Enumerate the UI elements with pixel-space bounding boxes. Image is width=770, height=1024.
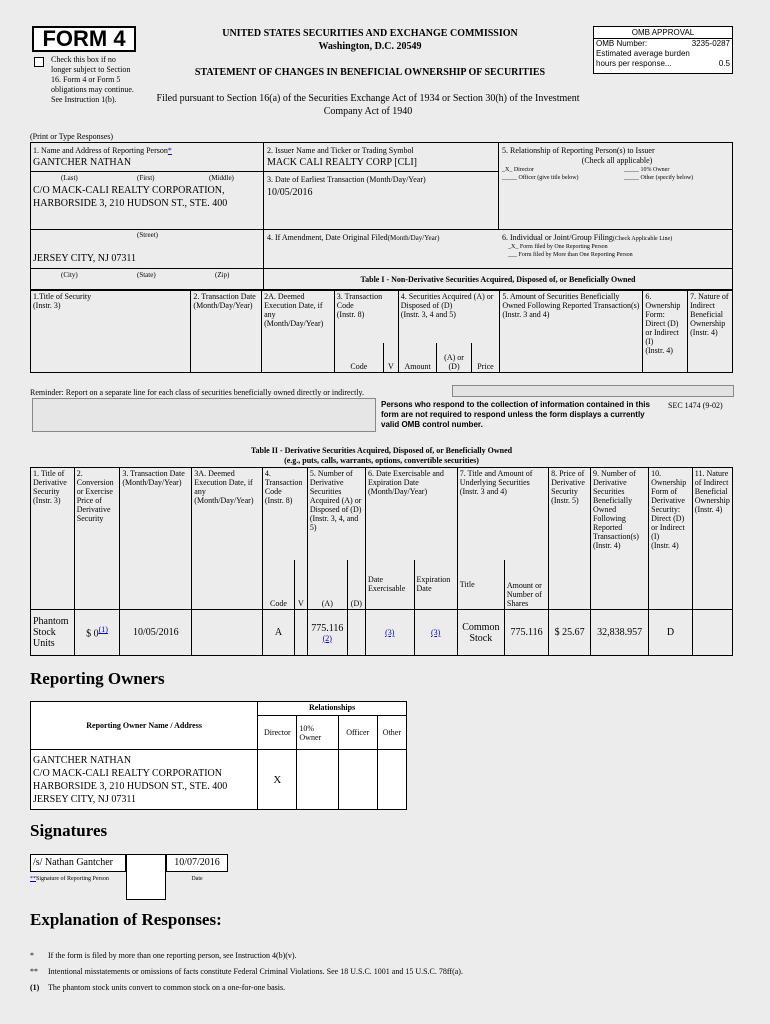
table2-title: Table II - Derivative Securities Acquired, Disposed of, or Beneficially Owned bbox=[250, 446, 513, 455]
t2-underlying-title: Common Stock bbox=[457, 610, 504, 656]
t1-h2a: 2A. Deemed Execution Date, if any (Month/Day/Year) bbox=[262, 291, 335, 373]
t2-owned: 32,838.957 bbox=[590, 610, 648, 656]
sig-footnote-link[interactable]: ** bbox=[30, 876, 36, 882]
t2-h2: 2. Conversion or Exercise Price of Derivative Security bbox=[74, 468, 120, 610]
relationships-header: Relationships bbox=[258, 702, 407, 716]
list-item bbox=[30, 980, 463, 996]
other-option[interactable]: _____ Other (specify below) bbox=[624, 175, 694, 181]
t1-amount: Amount bbox=[398, 343, 437, 373]
zip-label: (Zip) bbox=[215, 271, 230, 279]
t2-form: D bbox=[649, 610, 693, 656]
box2-label: 2. Issuer Name and Ticker or Trading Symbol bbox=[267, 146, 414, 155]
t2-date: 10/05/2016 bbox=[120, 610, 192, 656]
signer-box bbox=[30, 854, 126, 872]
owner-name-address: GANTCHER NATHAN C/O MACK-CALI REALTY CORPORATION HARBORSIDE 3, 210 HUDSON ST., STE. 400 JERSEY CITY, NJ 07311 bbox=[31, 750, 258, 810]
sig-label-text: Signature of Reporting Person bbox=[36, 876, 109, 882]
relationship-options bbox=[502, 166, 693, 182]
notice-blank-box bbox=[32, 398, 376, 432]
t2-nature bbox=[692, 610, 732, 656]
reporting-boxes bbox=[30, 142, 733, 290]
t1-h4: 4. Securities Acquired (A) or Disposed of (D) (Instr. 3, 4 and 5) bbox=[398, 291, 500, 343]
explanation-list bbox=[30, 948, 463, 996]
t2-h3: 3. Transaction Date (Month/Day/Year) bbox=[120, 468, 192, 610]
box4-label-small: (Month/Day/Year) bbox=[387, 234, 440, 242]
reporting-owners-table bbox=[30, 701, 407, 810]
t2-acquired-cell bbox=[307, 610, 347, 656]
box4-label bbox=[267, 233, 439, 242]
table2-subtitle: (e.g., puts, calls, warrants, options, convertible securities) bbox=[284, 456, 479, 465]
earliest-transaction-date: 10/05/2016 bbox=[267, 187, 313, 198]
t2-h10: 10. Ownership Form of Derivative Security: Direct (D) or Indirect (I) (Instr. 4) bbox=[649, 468, 693, 610]
officer-option[interactable]: _____ Officer (give title below) bbox=[502, 175, 579, 181]
list-item bbox=[30, 964, 463, 980]
t1-code: Code bbox=[334, 343, 383, 373]
sig-label bbox=[30, 876, 109, 882]
t2-h11: 11. Nature of Indirect Beneficial Ownership (Instr. 4) bbox=[692, 468, 732, 610]
print-type-note: (Print or Type Responses) bbox=[30, 132, 114, 141]
omb-hours-label: hours per response... bbox=[596, 59, 672, 68]
t2-deemed-date bbox=[192, 610, 263, 656]
director-option[interactable]: _X_ Director bbox=[502, 167, 534, 173]
box4-label-text: 4. If Amendment, Date Original Filed bbox=[267, 233, 388, 242]
agency-city: Washington, D.C. 20549 bbox=[318, 41, 422, 52]
one-person-option[interactable]: _X_ Form filed by One Reporting Person bbox=[508, 244, 608, 250]
t1-v: V bbox=[383, 343, 398, 373]
signer-name: /s/ Nathan Gantcher bbox=[33, 857, 113, 868]
t2-h9: 9. Number of Derivative Securities Beneficially Owned Following Reported Transaction(s) (Instr. 4) bbox=[590, 468, 648, 610]
form-title-box bbox=[32, 26, 136, 52]
explanation-heading: Explanation of Responses: bbox=[30, 910, 222, 929]
officer-header: Officer bbox=[338, 716, 377, 750]
t2-d: (D) bbox=[347, 560, 365, 610]
box1-footnote-link[interactable]: * bbox=[167, 146, 172, 155]
omb-number: 3235-0287 bbox=[691, 39, 730, 48]
omb-title: OMB APPROVAL bbox=[594, 27, 732, 39]
box1-label bbox=[33, 146, 172, 155]
expl-mark-0: * bbox=[30, 951, 34, 960]
signature-date-box bbox=[166, 854, 228, 872]
owner-director-mark: X bbox=[258, 750, 297, 810]
t2-h8: 8. Price of Derivative Security (Instr. 5) bbox=[549, 468, 591, 610]
t2-security: Phantom Stock Units bbox=[31, 610, 75, 656]
footnote-2-link[interactable]: (2) bbox=[322, 633, 332, 643]
t2-a: (A) bbox=[307, 560, 347, 610]
owner-name-header: Reporting Owner Name / Address bbox=[31, 702, 258, 750]
t2-v: V bbox=[295, 560, 308, 610]
reporting-person-address: C/O MACK-CALI REALTY CORPORATION, HARBORSIDE 3, 210 HUDSON ST., STE. 400 bbox=[33, 185, 228, 209]
box3-label: 3. Date of Earliest Transaction (Month/Day/Year) bbox=[267, 175, 426, 184]
expl-text-1: Intentional misstatements or omissions of facts constitute Federal Criminal Violations. See 18 U.S.C. 1001 and 15 U.S.C. 78ff(a). bbox=[48, 967, 463, 976]
table-row bbox=[31, 750, 407, 810]
sec-code: SEC 1474 (9-02) bbox=[668, 401, 723, 410]
reminder-note: Reminder: Report on a separate line for each class of securities beneficially owned directly or indirectly. bbox=[30, 388, 365, 397]
t2-disposed bbox=[347, 610, 365, 656]
filing-options bbox=[508, 243, 633, 259]
reporting-person-city: JERSEY CITY, NJ 07311 bbox=[33, 253, 136, 264]
t2-code: Code bbox=[262, 560, 294, 610]
t2-conv-cell bbox=[74, 610, 120, 656]
t2-conv-price: $ 0 bbox=[86, 628, 99, 640]
footnote-3-link-expiration[interactable]: (3) bbox=[431, 628, 441, 637]
signature-spacer-box bbox=[126, 854, 166, 900]
box6-label-small: (Check Applicable Line) bbox=[612, 236, 673, 242]
t2-row-v bbox=[295, 610, 308, 656]
t2-h7: 7. Title and Amount of Underlying Securities (Instr. 3 and 4) bbox=[457, 468, 548, 560]
name-middle-label: (Middle) bbox=[209, 174, 234, 182]
t2-exp: Expiration Date bbox=[414, 560, 457, 610]
omb-approval-box bbox=[593, 26, 733, 74]
t1-h3: 3. Transaction Code (Instr. 8) bbox=[334, 291, 398, 343]
t2-amount-col: Amount or Number of Shares bbox=[504, 560, 548, 610]
statement-title: STATEMENT OF CHANGES IN BENEFICIAL OWNERSHIP OF SECURITIES bbox=[194, 67, 546, 78]
t2-h1: 1. Title of Derivative Security (Instr. 3) bbox=[31, 468, 75, 610]
box1-label-text: 1. Name and Address of Reporting Person bbox=[33, 146, 168, 155]
persons-notice: Persons who respond to the collection of information contained in this form are not required to respond unless the form displays a currently valid OMB control number. bbox=[381, 400, 650, 429]
box6-label bbox=[502, 233, 672, 242]
name-last-label: (Last) bbox=[61, 174, 78, 182]
t2-acquired: 775.116 bbox=[311, 622, 344, 634]
t2-price: $ 25.67 bbox=[549, 610, 591, 656]
box5-sub: (Check all applicable) bbox=[581, 156, 653, 165]
table-row bbox=[31, 610, 733, 656]
omb-burden: Estimated average burden bbox=[596, 49, 690, 58]
no-longer-subject-checkbox[interactable] bbox=[34, 57, 44, 67]
date-label: Date bbox=[191, 876, 203, 882]
t2-date-ex: Date Exercisable bbox=[365, 560, 414, 610]
box5-label: 5. Relationship of Reporting Person(s) to Issuer bbox=[502, 146, 655, 155]
footnote-1-link[interactable]: (1) bbox=[98, 625, 108, 635]
reporting-person-name: GANTCHER NATHAN bbox=[33, 157, 132, 168]
t1-a-or-d: (A) or (D) bbox=[437, 343, 471, 373]
ten-pct-option[interactable]: _____ 10% Owner bbox=[624, 167, 670, 173]
agency-name: UNITED STATES SECURITIES AND EXCHANGE COMMISSION bbox=[222, 28, 518, 39]
director-header: Director bbox=[258, 716, 297, 750]
expl-text-2: The phantom stock units convert to common stock on a one-for-one basis. bbox=[48, 983, 286, 992]
table1 bbox=[30, 290, 733, 373]
table2 bbox=[30, 467, 733, 656]
ten-pct-header: 10% Owner bbox=[297, 716, 338, 750]
issuer-name: MACK CALI REALTY CORP [CLI] bbox=[267, 157, 418, 168]
expl-mark-2: (1) bbox=[30, 983, 40, 992]
box6-label-text: 6. Individual or Joint/Group Filing bbox=[502, 233, 613, 242]
t1-h5: 5. Amount of Securities Beneficially Owned Following Reported Transaction(s) (Instr. 3 and 4) bbox=[500, 291, 643, 373]
city-label: (City) bbox=[61, 271, 78, 279]
t2-title-col: Title bbox=[457, 560, 504, 610]
omb-hours-row bbox=[594, 59, 732, 69]
signatures-heading: Signatures bbox=[30, 821, 108, 840]
street-label: (Street) bbox=[137, 231, 158, 239]
filed-pursuant: Filed pursuant to Section 16(a) of the Securities Exchange Act of 1934 or Section 30(h) of the Investment Company Act of 1940 bbox=[156, 93, 580, 117]
t1-h2: 2. Transaction Date (Month/Day/Year) bbox=[191, 291, 262, 373]
omb-hours: 0.5 bbox=[718, 59, 730, 68]
t2-row-code: A bbox=[262, 610, 294, 656]
t2-h3a: 3A. Deemed Execution Date, if any (Month/Day/Year) bbox=[192, 468, 263, 610]
omb-number-label: OMB Number: bbox=[596, 39, 648, 48]
name-first-label: (First) bbox=[137, 174, 155, 182]
more-person-option[interactable]: ___ Form filed by More than One Reporting Person bbox=[508, 252, 633, 258]
t2-h4: 4. Transaction Code (Instr. 8) bbox=[262, 468, 307, 560]
t1-price: Price bbox=[471, 343, 500, 373]
t1-h1: 1.Title of Security (Instr. 3) bbox=[31, 291, 191, 373]
signature-date: 10/07/2016 bbox=[174, 857, 220, 868]
state-label: (State) bbox=[137, 271, 156, 279]
t1-h6: 6. Ownership Form: Direct (D) or Indirect (I) (Instr. 4) bbox=[643, 291, 688, 373]
t2-underlying-amount: 775.116 bbox=[504, 610, 548, 656]
t2-h6: 6. Date Exercisable and Expiration Date (Month/Day/Year) bbox=[365, 468, 457, 560]
reminder-bar bbox=[452, 385, 734, 397]
footnote-3-link-exercisable[interactable]: (3) bbox=[385, 628, 395, 637]
t1-h7: 7. Nature of Indirect Beneficial Ownership (Instr. 4) bbox=[688, 291, 733, 373]
form-title: FORM 4 bbox=[42, 26, 126, 51]
checkbox-label: Check this box if no longer subject to Section 16. Form 4 or Form 5 obligations may continue. See Instruction 1(b). bbox=[51, 55, 134, 104]
omb-number-row bbox=[594, 39, 732, 49]
list-item bbox=[30, 948, 463, 964]
expl-text-0: If the form is filed by more than one reporting person, see Instruction 4(b)(v). bbox=[48, 951, 297, 960]
expl-mark-1: ** bbox=[30, 967, 38, 976]
table1-title: Table I - Non-Derivative Securities Acquired, Disposed of, or Beneficially Owned bbox=[360, 275, 636, 284]
other-header: Other bbox=[377, 716, 406, 750]
t2-h5: 5. Number of Derivative Securities Acquired (A) or Disposed of (D) (Instr. 3, 4, and 5) bbox=[307, 468, 365, 560]
reporting-owners-heading: Reporting Owners bbox=[30, 669, 165, 688]
